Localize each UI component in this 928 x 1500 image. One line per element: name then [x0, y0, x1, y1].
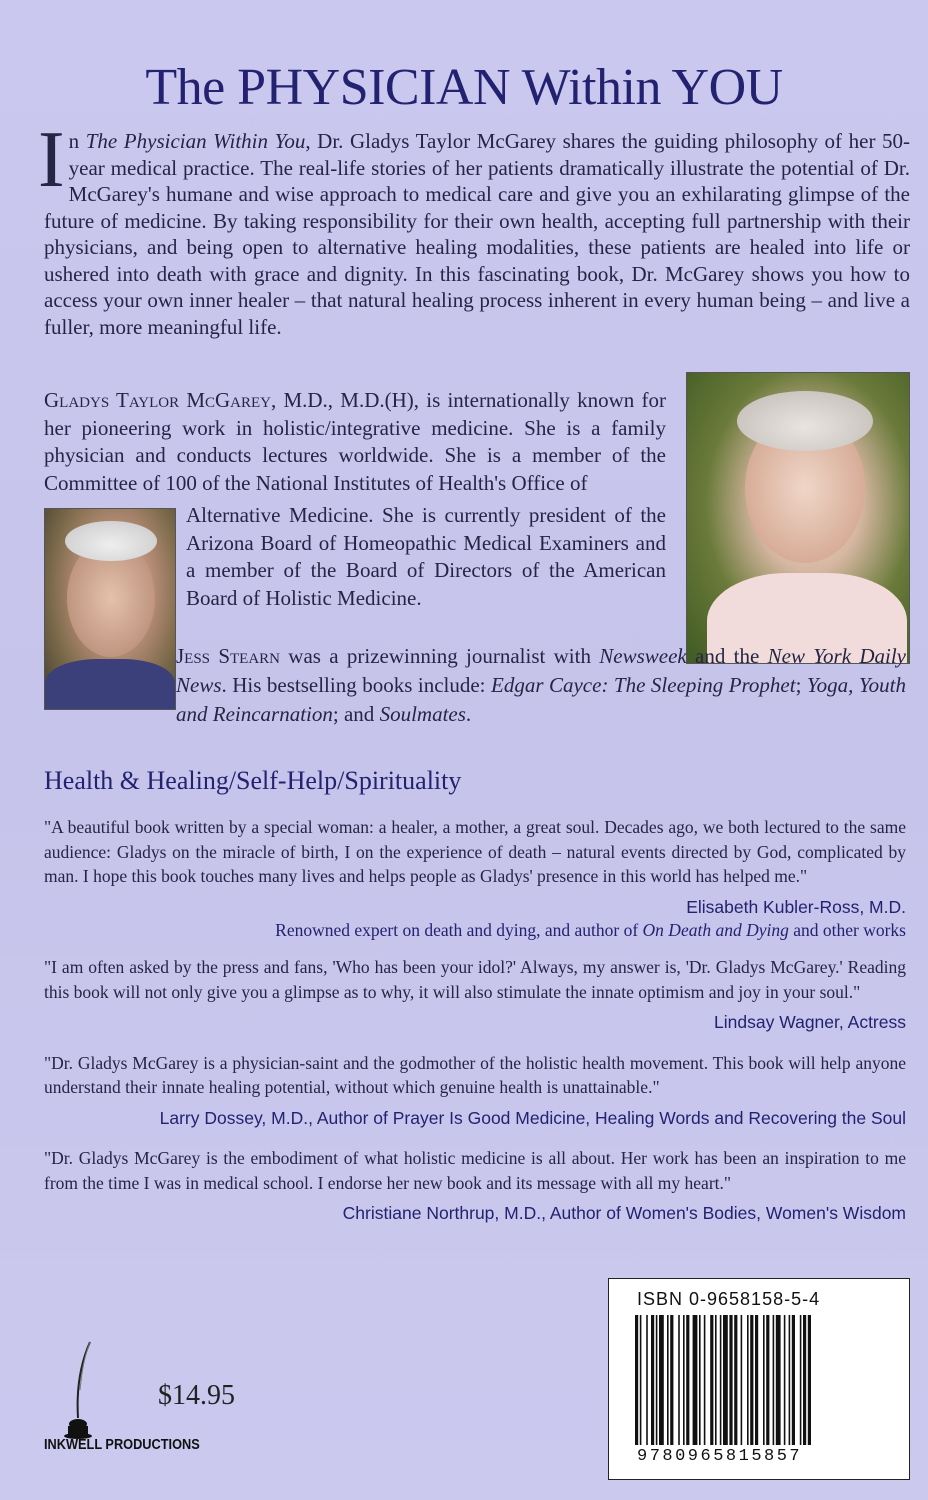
intro-lead: n: [68, 129, 86, 153]
barcode-bar: [776, 1315, 781, 1445]
bio-text-mcgarey-b: Alternative Medicine. She is currently president of the Arizona Board of Homeopathic Medical Examiners and a member of the Board of Directors of the American Board of Holistic Medicine.: [186, 503, 666, 610]
bio-stearn-text: and the: [686, 644, 768, 668]
bio-name-stearn: Jess Stearn: [176, 644, 280, 668]
barcode-bar: [729, 1315, 732, 1445]
barcode-bar: [747, 1315, 749, 1445]
endorsement: [44, 815, 906, 941]
quote-role: [44, 919, 906, 941]
author-photo-stearn: [44, 508, 176, 710]
publication-newsweek: Newsweek: [599, 644, 687, 668]
barcode-bar: [789, 1315, 791, 1445]
publisher-name: INKWELL PRODUCTIONS: [44, 1437, 200, 1453]
barcode-bar: [808, 1315, 811, 1445]
barcode-bar: [704, 1315, 706, 1445]
barcode-bar: [710, 1315, 713, 1445]
barcode-bar: [670, 1315, 673, 1445]
barcode-bar: [773, 1315, 775, 1445]
role-text: Renowned expert on death and dying, and author of: [275, 920, 643, 940]
barcode-bar: [715, 1315, 717, 1445]
barcode-bar: [734, 1315, 737, 1445]
barcode-bars: [635, 1315, 885, 1445]
barcode-bar: [693, 1315, 698, 1445]
book-category: Health & Healing/Self-Help/Spirituality: [44, 766, 462, 795]
intro-book-title: The Physician Within You: [85, 129, 306, 153]
barcode-bar: [741, 1315, 743, 1445]
endorser-name: Larry Dossey: [159, 1107, 262, 1128]
role-text: , M.D., Author of Women's Bodies, Women's Wisdom: [494, 1203, 906, 1223]
barcode-bar: [750, 1315, 753, 1445]
barcode-bar: [720, 1315, 722, 1445]
quote-text: "Dr. Gladys McGarey is a physician-saint and the godmother of the holistic health movement. This book will help anyone understand their innate healing potential, without which genuine health is unattainable.": [44, 1052, 906, 1097]
endorser-name: Lindsay Wagner: [714, 1012, 839, 1032]
barcode-bar: [686, 1315, 689, 1445]
book-description: [38, 116, 910, 340]
barcode-bar: [678, 1315, 680, 1445]
bio-stearn-text: .: [465, 702, 472, 726]
barcode: [608, 1278, 910, 1480]
quote-text: "Dr. Gladys McGarey is the embodiment of what holistic medicine is all about. Her work has been an inspiration to me from the time I was in medical school. I endorse her new book and its message with all my heart.": [44, 1148, 906, 1193]
endorsement: [44, 955, 906, 1035]
isbn: ISBN 0-9658158-5-4: [637, 1289, 821, 1309]
role-book: On Death and Dying: [642, 920, 789, 940]
role-text: , M.D., Author of Prayer Is Good Medicine, Healing Words and Recovering the Soul: [261, 1107, 906, 1128]
quote-text: "A beautiful book written by a special woman: a healer, a mother, a great soul. Decades ago, we both lectured to the same audience: Gladys on the miracle of birth, I on the experience of death – natural events directed by God, complicated by man. I hope this book touches many lives and helps people as Gladys' presence in this world has helped me.": [44, 817, 906, 886]
barcode-bar: [635, 1315, 638, 1445]
barcode-bar: [699, 1315, 701, 1445]
barcode-bar: [651, 1315, 654, 1445]
barcode-bar: [656, 1315, 658, 1445]
endorsements: [44, 815, 906, 1226]
drop-cap: I: [38, 116, 65, 204]
bio-stearn-text: ;: [795, 673, 807, 697]
barcode-bar: [755, 1315, 758, 1445]
book-edgar-cayce: Edgar Cayce: The Sleeping Prophet: [491, 673, 796, 697]
barcode-bar: [792, 1315, 795, 1445]
bio-text-mcgarey-a: , is internationally known for her pioneering work in holistic/integrative medicine. She is a family physician and conducts lectures worldwide. She is a member of the Committee of 100 of the National Institutes of Health's Office of: [44, 388, 666, 495]
barcode-bar: [763, 1315, 765, 1445]
bio-name-mcgarey: Gladys Taylor McGarey, M.D., M.D.(H): [44, 388, 414, 412]
bio-stearn: [176, 642, 906, 729]
barcode-bar: [667, 1315, 669, 1445]
barcode-bar: [766, 1315, 769, 1445]
barcode-bar: [646, 1315, 648, 1445]
barcode-bar: [723, 1315, 728, 1445]
intro-text: , Dr. Gladys Taylor McGarey shares the guiding philosophy of her 50-year medical practice. The real-life stories of her patients dramatically illustrate the potential of Dr. McGarey's humane and wise approach to medical care and give you an exhilarating glimpse of the future of medicine. By taking responsibility for their own health, accepting full partnership with their physicians, and being open to alternative healing modalities, these patients are healed into life or ushered into death with grace and dignity. In this fascinating book, Dr. McGarey shows you how to access your own inner healer – that natural healing process inherent in every human being – and live a fuller, more meaningful life.: [44, 129, 910, 339]
endorsement: [44, 1051, 906, 1131]
book-soulmates: Soulmates: [379, 702, 466, 726]
quote-attribution: [44, 1106, 906, 1131]
barcode-bar: [800, 1315, 802, 1445]
quote-attribution: [44, 895, 906, 920]
barcode-bar: [659, 1315, 664, 1445]
barcode-bar: [683, 1315, 685, 1445]
inkwell-quill-icon: [60, 1340, 100, 1440]
quote-text: "I am often asked by the press and fans, 'Who has been your idol?' Always, my answer is, 'Dr. Gladys McGarey.' Reading this book will not only give you a glimpse as to why, it will also stimulate the innate optimism and joy in your soul.": [44, 957, 906, 1002]
quote-attribution: [44, 1010, 906, 1035]
bio-mcgarey: [44, 387, 666, 497]
endorsement: [44, 1146, 906, 1226]
ean-number: 9780965815857: [637, 1447, 803, 1466]
bio-stearn-text: ; and: [332, 702, 380, 726]
role-text: and other works: [788, 920, 906, 940]
barcode-bar: [640, 1315, 642, 1445]
publication-nydn: New York Daily News: [176, 644, 906, 697]
endorser-name: Christiane Northrup: [342, 1203, 495, 1223]
author-photo-mcgarey: [686, 372, 910, 664]
barcode-bar: [784, 1315, 786, 1445]
book-yoga: Yoga, Youth and Reincarnation: [176, 673, 906, 726]
quote-attribution: [44, 1201, 906, 1226]
book-title: The PHYSICIAN Within YOU: [145, 59, 783, 116]
role-text: , Actress: [838, 1012, 906, 1032]
bio-stearn-text: was a prizewinning journalist with: [280, 644, 600, 668]
barcode-bar: [803, 1315, 806, 1445]
price: $14.95: [158, 1380, 235, 1411]
endorser-name: Elisabeth Kubler-Ross, M.D.: [686, 896, 906, 917]
bio-stearn-text: . His bestselling books include:: [221, 673, 491, 697]
